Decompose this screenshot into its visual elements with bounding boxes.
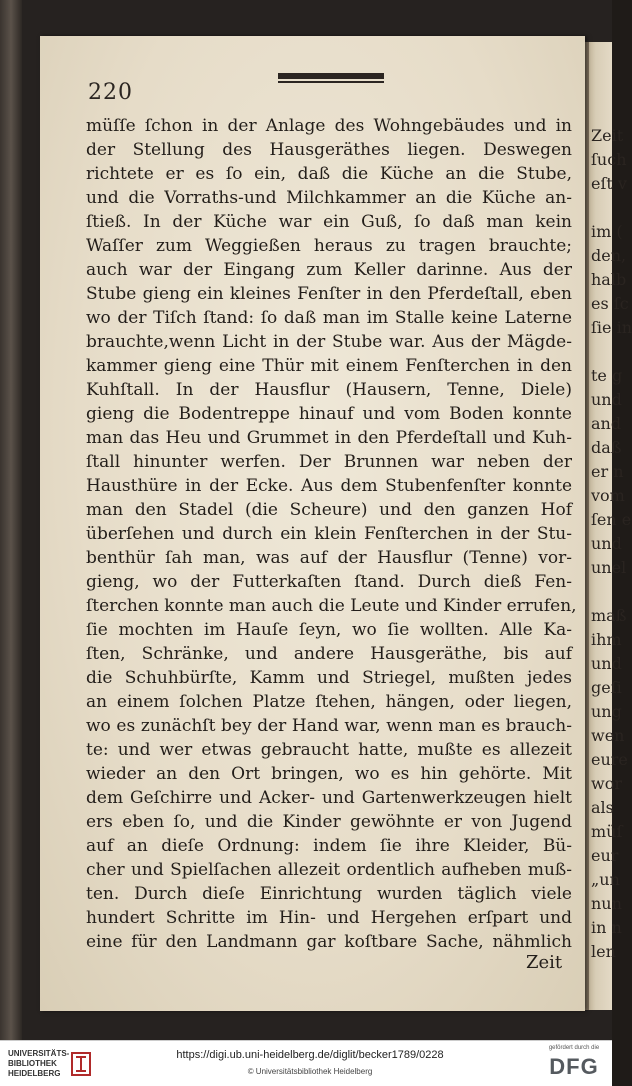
- facing-page-fragment: Zeit: [591, 126, 624, 145]
- facing-page-fragment: maß: [591, 606, 627, 625]
- catchword: Zeit: [526, 952, 563, 973]
- facing-page-fragment: eure: [591, 750, 628, 769]
- text-line: dem Geſchirre und Acker- und Gartenwerkzeugen hielt: [86, 788, 572, 808]
- facing-page-edge: [585, 42, 632, 1010]
- text-line: an einem ſolchen Platze ſtehen, hängen, oder liegen,: [86, 692, 572, 712]
- text-line: benthür ſah man, was auf der Hausflur (Tenne) vor-: [86, 548, 572, 568]
- text-line: ers eben ſo, und die Kinder gewöhnte er von Jugend: [86, 812, 572, 832]
- header-ornament-rule: [278, 73, 384, 85]
- text-line: und die Vorraths-und Milchkammer an die Küche an-: [86, 188, 572, 208]
- text-line: brauchte,wenn Licht in der Stube war. Aus der Mägde-: [86, 332, 572, 352]
- university-seal-icon: [70, 1051, 92, 1077]
- text-line: eine für den Landmann gar koſtbare Sache, nähmlich: [86, 932, 572, 952]
- facing-page-fragment: len: [591, 942, 616, 961]
- funding-label: gefördert durch die: [548, 1045, 600, 1051]
- viewer-footer: [0, 1040, 612, 1086]
- book-spine-edge: [0, 0, 22, 1040]
- facing-page-fragment: and: [591, 414, 622, 433]
- text-line: ſie mochten im Hauſe ſeyn, wo ſie wollten. Alle Ka-: [86, 620, 572, 640]
- text-line: man das Heu und Grummet in den Pferdeſtall und Kuh-: [86, 428, 572, 448]
- text-line: auf an dieſe Ordnung: indem ſie ihre Kleider, Bü-: [86, 836, 572, 856]
- text-line: ſten, Schränke, und andere Hausgeräthe, bis auf: [86, 644, 572, 664]
- text-line: ſterchen konnte man auch die Leute und Kinder errufen,: [86, 596, 577, 616]
- dfg-logo[interactable]: DFG: [549, 1054, 599, 1079]
- facing-page-fragment: „un: [591, 870, 620, 889]
- facing-page-fragment: ihm: [591, 630, 622, 649]
- facing-page-fragment: [591, 196, 621, 220]
- facing-page-fragment: [591, 580, 621, 604]
- text-line: te: und wer etwas gebraucht hatte, mußte es allezeit: [86, 740, 572, 760]
- text-line: wo der Tiſch ſtand: ſo daß man im Stalle keine Laterne: [86, 308, 572, 328]
- text-line: wieder an den Ort bringen, wo es hin gehörte. Mit: [86, 764, 572, 784]
- page-number: 220: [88, 80, 133, 105]
- facing-page-fragment: müſ: [591, 822, 623, 841]
- text-line: cher und Spielſachen allezeit ordentlich aufheben muß-: [86, 860, 572, 880]
- facing-page-fragment: eur: [591, 846, 619, 865]
- text-line: man den Stadel (die Scheure) und den ganzen Hof: [86, 500, 572, 520]
- facing-page-fold: [585, 42, 589, 1010]
- facing-page-fragment: und: [591, 390, 622, 409]
- facing-page-fragment: vom: [591, 486, 625, 505]
- facing-page-fragment: ung: [591, 702, 622, 721]
- text-line: ten. Durch dieſe Einrichtung wurden täglich viele: [86, 884, 572, 904]
- facing-page-fragment: ſen e: [591, 510, 632, 529]
- text-line: Waſſer zum Weggießen heraus zu tragen brauchte;: [86, 236, 572, 256]
- text-line: gieng, wo der Futterkaſten ſtand. Durch dieß Fen-: [86, 572, 572, 592]
- facing-page-fragment: wor: [591, 774, 622, 793]
- facing-page-fragment: in n: [591, 918, 622, 937]
- text-line: ſtieß. In der Küche war ein Guß, ſo daß man kein: [86, 212, 572, 232]
- facing-page-text: [591, 124, 632, 964]
- facing-page-fragment: ſie in: [591, 318, 632, 337]
- text-line: ſtall hinunter werfen. Der Brunnen war neben der: [86, 452, 572, 472]
- facing-page-fragment: eſt v: [591, 174, 627, 193]
- text-line: auch war der Eingang zum Keller darinne. Aus der: [86, 260, 572, 280]
- facing-page-fragment: daß: [591, 438, 622, 457]
- text-line: gieng die Bodentreppe hinauf und vom Boden konnte: [86, 404, 572, 424]
- text-line: überſehen und durch ein klein Fenſterchen in der Stu-: [86, 524, 572, 544]
- text-line: kammer gieng eine Thür mit einem Fenſterchen in den: [86, 356, 572, 376]
- facing-page-fragment: wen: [591, 726, 625, 745]
- facing-page-fragment: unel: [591, 558, 627, 577]
- facing-page-fragment: te g: [591, 366, 623, 385]
- facing-page-fragment: halb: [591, 270, 627, 289]
- body-text: [86, 114, 577, 954]
- facing-page-fragment: ſuch: [591, 150, 627, 169]
- facing-page-fragment: und: [591, 534, 622, 553]
- text-line: müſſe ſchon in der Anlage des Wohngebäudes und in: [86, 116, 572, 136]
- text-line: hundert Schritte im Hin- und Hergehen erſpart und: [86, 908, 572, 928]
- permalink-url[interactable]: https://digi.ub.uni-heidelberg.de/diglit/becker1789/0228: [176, 1049, 444, 1061]
- text-line: der Stellung des Hausgeräthes liegen. Deswegen: [86, 140, 572, 160]
- text-line: Hausthüre in der Ecke. Aus dem Stubenfenſter konnte: [86, 476, 572, 496]
- facing-page-fragment: es ſc: [591, 294, 629, 313]
- facing-page-fragment: er n: [591, 462, 624, 481]
- text-line: Kuhſtall. In der Hausflur (Hausern, Tenne, Diele): [86, 380, 572, 400]
- facing-page-fragment: geſi: [591, 678, 622, 697]
- text-line: richtete er es ſo ein, daß die Küche an die Stube,: [86, 164, 572, 184]
- facing-page-fragment: und: [591, 654, 622, 673]
- facing-page-fragment: nun: [591, 894, 622, 913]
- facing-page-fragment: als: [591, 798, 614, 817]
- copyright-notice: © Universitätsbibliothek Heidelberg: [247, 1067, 373, 1076]
- library-name: UNIVERSITÄTS- BIBLIOTHEK HEIDELBERG: [8, 1049, 70, 1078]
- text-line: die Schuhbürſte, Kamm und Striegel, mußten jedes: [86, 668, 572, 688]
- facing-page-fragment: [591, 340, 621, 364]
- book-page: [40, 36, 585, 1011]
- text-line: wo es zunächſt bey der Hand war, wenn man es brauch-: [86, 716, 572, 736]
- library-logo[interactable]: [8, 1049, 118, 1079]
- facing-page-fragment: im (: [591, 222, 623, 241]
- text-line: Stube gieng ein kleines Fenſter in den Pferdeſtall, eben: [86, 284, 572, 304]
- facing-page-fragment: den,: [591, 246, 627, 265]
